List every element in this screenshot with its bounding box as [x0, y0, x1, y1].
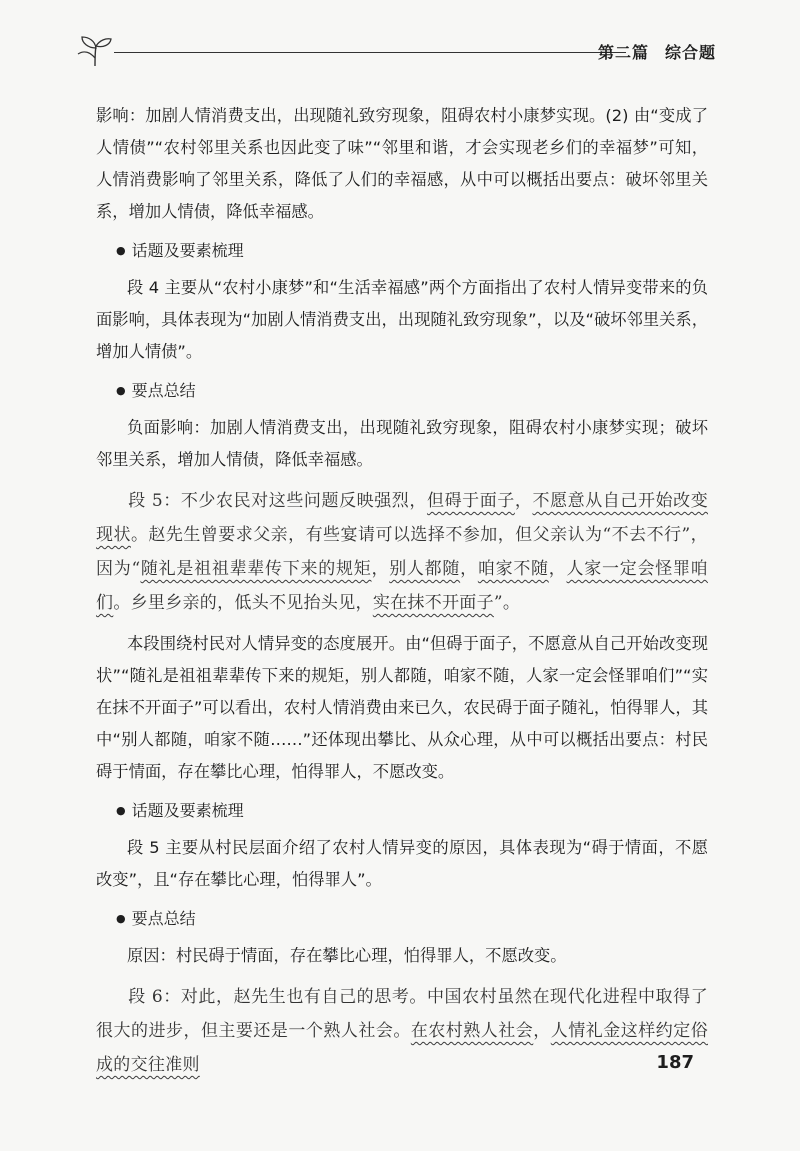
underlined-phrase: 不愿意从自己开始改变现状: [96, 491, 709, 545]
header-section: 综合题: [664, 43, 716, 62]
paragraph-topic-summary: 段 4 主要从“农村小康梦”和“生活幸福感”两个方面指出了农村人情异变带来的负面影响，具体表现为“加剧人情消费支出，出现随礼致穷现象”，以及“破坏邻里关系，增加人情债”。: [96, 278, 708, 361]
underlined-phrase: 在农村熟人社会: [410, 1021, 534, 1041]
excerpt-text: 段 5：不少农民对这些问题反映强烈，: [128, 491, 427, 511]
section-heading: [116, 904, 708, 934]
original-excerpt-para6: [96, 980, 708, 1082]
heading-label: 要点总结: [131, 381, 196, 400]
heading-label: 话题及要素梳理: [131, 801, 244, 820]
paragraph-attitude-analysis: 本段围绕村民对人情异变的态度展开。由“但碍于面子，不愿意从自己开始改变现状”“随礼是祖祖辈辈传下来的规矩，别人都随，咱家不随，人家一定会怪罪咱们”“实在抹不开面子”可以看出，农村人情消费由来已久，农民碍于面子随礼，怕得罪人，其中“别人都随，咱家不随……”还体现出攀比、从众心理，从中可以概括出要点：村民碍于情面，存在攀比心理，怕得罪人，不愿改变。: [96, 634, 708, 781]
main-text: [96, 100, 708, 1090]
bullet-icon: ●: [116, 244, 126, 257]
underlined-phrase: 人家一定会怪罪咱们: [96, 559, 708, 613]
section-heading: [116, 236, 708, 266]
running-header: [76, 30, 716, 70]
excerpt-text: 。赵先生曾要求父亲，有些宴请可以选择不参加，但父亲认为“不去不行”，因为“: [96, 525, 708, 579]
excerpt-text: 段 6：对此，赵先生也有自己的思考。中国农村虽然在现代化进程中取得了很大的进步，但主要还是一个熟人社会。: [96, 987, 708, 1041]
heading-label: 话题及要素梳理: [131, 241, 244, 260]
header-title: [582, 40, 716, 63]
excerpt-text: ，: [533, 1021, 551, 1041]
underlined-phrase: 随礼是祖祖辈辈传下来的规矩: [140, 559, 372, 579]
excerpt-text: ，: [371, 559, 390, 579]
underlined-phrase: 咱家不随: [477, 559, 549, 579]
original-excerpt-para5: [96, 484, 708, 620]
header-part: 第二篇: [597, 43, 649, 62]
excerpt-text: ，: [460, 559, 478, 579]
excerpt-text: ”。: [493, 593, 521, 613]
bullet-icon: ●: [116, 912, 126, 925]
excerpt-text: ，: [514, 491, 533, 511]
underlined-phrase: 人情礼金这样约定俗成的交往准则: [96, 1021, 708, 1075]
section-heading: [116, 376, 708, 406]
excerpt-text: ，: [548, 559, 567, 579]
paragraph-topic-summary: 段 5 主要从村民层面介绍了农村人情异变的原因，具体表现为“碍于情面，不愿改变”，且“存在攀比心理，怕得罪人”。: [96, 838, 708, 889]
underlined-phrase: 但碍于面子: [426, 491, 515, 511]
paragraph-key-points: 原因：村民碍于情面，存在攀比心理，怕得罪人，不愿改变。: [126, 946, 567, 965]
excerpt-text: 。乡里乡亲的，低头不见抬头见，: [113, 593, 373, 613]
heading-label: 要点总结: [131, 909, 196, 928]
underlined-phrase: 别人都随: [389, 559, 461, 579]
bullet-icon: ●: [116, 384, 126, 397]
bullet-icon: ●: [116, 804, 126, 817]
sprout-icon: [76, 32, 116, 68]
header-rule: [114, 52, 626, 53]
paragraph-impact-analysis: 影响：加剧人情消费支出，出现随礼致穷现象，阻碍农村小康梦实现。(2) 由“变成了人情债”“农村邻里关系也因此变了味”“邻里和谐，才会实现老乡们的幸福梦”可知，人情消费影响了邻里关系，降低了人们的幸福感，从中可以概括出要点：破坏邻里关系，增加人情债，降低幸福感。: [96, 106, 708, 221]
underlined-phrase: 实在抹不开面子: [372, 593, 494, 613]
paragraph-key-points: 负面影响：加剧人情消费支出，出现随礼致穷现象，阻碍农村小康梦实现；破坏邻里关系，增加人情债，降低幸福感。: [96, 418, 708, 469]
page-number: 187: [656, 1052, 694, 1073]
section-heading: [116, 796, 708, 826]
